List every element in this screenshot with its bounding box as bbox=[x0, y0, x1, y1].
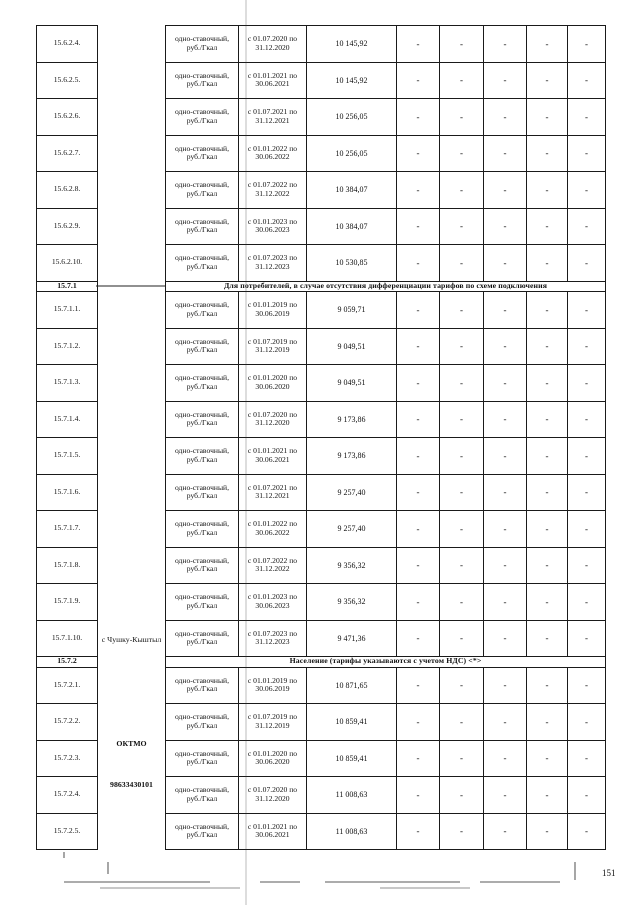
empty-value-cell: - bbox=[568, 740, 606, 777]
empty-value-cell: - bbox=[397, 740, 440, 777]
tariff-period: с 01.07.2022 по 31.12.2022 bbox=[239, 547, 307, 584]
empty-value-cell: - bbox=[397, 777, 440, 814]
tariff-unit: одно-ставочный, руб./Гкал bbox=[166, 245, 239, 282]
tariff-value: 10 256,05 bbox=[307, 99, 397, 136]
row-number: 15.6.2.5. bbox=[37, 62, 98, 99]
tariff-period: с 01.07.2020 по 31.12.2020 bbox=[239, 401, 307, 438]
tariff-value: 9 257,40 bbox=[307, 511, 397, 548]
row-number: 15.6.2.4. bbox=[37, 26, 98, 63]
tariff-value: 10 859,41 bbox=[307, 704, 397, 741]
row-number: 15.7.1.8. bbox=[37, 547, 98, 584]
empty-value-cell: - bbox=[397, 704, 440, 741]
empty-value-cell: - bbox=[527, 208, 568, 245]
empty-value-cell: - bbox=[568, 26, 606, 63]
tariff-value: 9 049,51 bbox=[307, 328, 397, 365]
tariff-unit: одно-ставочный, руб./Гкал bbox=[166, 511, 239, 548]
tariff-value: 9 471,36 bbox=[307, 620, 397, 657]
empty-value-cell: - bbox=[484, 99, 527, 136]
empty-value-cell: - bbox=[484, 777, 527, 814]
tariff-unit: одно-ставочный, руб./Гкал bbox=[166, 99, 239, 136]
empty-value-cell: - bbox=[568, 777, 606, 814]
tariff-period: с 01.01.2020 по 30.06.2020 bbox=[239, 365, 307, 402]
tariff-unit: одно-ставочный, руб./Гкал bbox=[166, 740, 239, 777]
empty-value-cell: - bbox=[527, 474, 568, 511]
empty-value-cell: - bbox=[527, 511, 568, 548]
empty-value-cell: - bbox=[440, 245, 484, 282]
empty-value-cell: - bbox=[397, 172, 440, 209]
empty-value-cell: - bbox=[440, 547, 484, 584]
empty-value-cell: - bbox=[397, 365, 440, 402]
tariff-period: с 01.01.2022 по 30.06.2022 bbox=[239, 135, 307, 172]
row-number: 15.7.2.2. bbox=[37, 704, 98, 741]
tariff-unit: одно-ставочный, руб./Гкал bbox=[166, 135, 239, 172]
tariff-period: с 01.01.2023 по 30.06.2023 bbox=[239, 584, 307, 621]
row-number: 15.6.2.7. bbox=[37, 135, 98, 172]
empty-value-cell: - bbox=[440, 365, 484, 402]
tariff-unit: одно-ставочный, руб./Гкал bbox=[166, 26, 239, 63]
row-number: 15.7.2.4. bbox=[37, 777, 98, 814]
empty-value-cell: - bbox=[440, 438, 484, 475]
empty-value-cell: - bbox=[527, 328, 568, 365]
tariff-value: 9 059,71 bbox=[307, 292, 397, 329]
empty-value-cell: - bbox=[397, 26, 440, 63]
empty-value-cell: - bbox=[440, 704, 484, 741]
tariff-period: с 01.01.2021 по 30.06.2021 bbox=[239, 438, 307, 475]
empty-value-cell: - bbox=[568, 813, 606, 850]
empty-value-cell: - bbox=[440, 813, 484, 850]
tariff-unit: одно-ставочный, руб./Гкал bbox=[166, 365, 239, 402]
empty-value-cell: - bbox=[397, 99, 440, 136]
empty-value-cell: - bbox=[397, 401, 440, 438]
empty-value-cell: - bbox=[440, 777, 484, 814]
empty-value-cell: - bbox=[484, 740, 527, 777]
empty-value-cell: - bbox=[568, 438, 606, 475]
empty-value-cell: - bbox=[397, 62, 440, 99]
empty-value-cell: - bbox=[440, 328, 484, 365]
empty-value-cell: - bbox=[568, 62, 606, 99]
empty-value-cell: - bbox=[568, 245, 606, 282]
row-number: 15.7.2.3. bbox=[37, 740, 98, 777]
empty-value-cell: - bbox=[484, 813, 527, 850]
empty-value-cell: - bbox=[484, 511, 527, 548]
empty-value-cell: - bbox=[527, 438, 568, 475]
tariff-unit: одно-ставочный, руб./Гкал bbox=[166, 208, 239, 245]
empty-value-cell: - bbox=[484, 62, 527, 99]
empty-value-cell: - bbox=[397, 547, 440, 584]
empty-value-cell: - bbox=[527, 26, 568, 63]
page-number: 151 bbox=[602, 868, 616, 878]
empty-value-cell: - bbox=[440, 740, 484, 777]
section-number: 15.7.2 bbox=[37, 657, 98, 668]
empty-value-cell: - bbox=[568, 474, 606, 511]
tariff-value: 11 008,63 bbox=[307, 813, 397, 850]
empty-value-cell: - bbox=[568, 99, 606, 136]
tariff-unit: одно-ставочный, руб./Гкал bbox=[166, 704, 239, 741]
tariff-unit: одно-ставочный, руб./Гкал bbox=[166, 62, 239, 99]
empty-value-cell: - bbox=[484, 547, 527, 584]
empty-value-cell: - bbox=[397, 620, 440, 657]
empty-value-cell: - bbox=[397, 584, 440, 621]
empty-value-cell: - bbox=[440, 135, 484, 172]
empty-value-cell: - bbox=[440, 208, 484, 245]
tariff-period: с 01.07.2020 по 31.12.2020 bbox=[239, 777, 307, 814]
tariff-unit: одно-ставочный, руб./Гкал bbox=[166, 777, 239, 814]
section-title: Население (тарифы указываются с учетом НДС) <*> bbox=[166, 657, 606, 668]
empty-value-cell: - bbox=[568, 620, 606, 657]
tariff-value: 9 173,86 bbox=[307, 401, 397, 438]
empty-value-cell: - bbox=[484, 292, 527, 329]
tariff-period: с 01.07.2022 по 31.12.2022 bbox=[239, 172, 307, 209]
row-number: 15.7.1.6. bbox=[37, 474, 98, 511]
tariff-value: 10 859,41 bbox=[307, 740, 397, 777]
tariff-value: 9 257,40 bbox=[307, 474, 397, 511]
empty-value-cell: - bbox=[527, 584, 568, 621]
tariff-unit: одно-ставочный, руб./Гкал bbox=[166, 292, 239, 329]
tariff-unit: одно-ставочный, руб./Гкал bbox=[166, 620, 239, 657]
empty-value-cell: - bbox=[568, 292, 606, 329]
empty-value-cell: - bbox=[527, 777, 568, 814]
tariff-value: 9 356,32 bbox=[307, 547, 397, 584]
empty-value-cell: - bbox=[484, 438, 527, 475]
row-number: 15.7.1.5. bbox=[37, 438, 98, 475]
empty-value-cell: - bbox=[440, 62, 484, 99]
tariff-unit: одно-ставочный, руб./Гкал bbox=[166, 401, 239, 438]
row-number: 15.7.1.3. bbox=[37, 365, 98, 402]
tariff-value: 10 256,05 bbox=[307, 135, 397, 172]
tariff-period: с 01.01.2021 по 30.06.2021 bbox=[239, 813, 307, 850]
row-number: 15.6.2.9. bbox=[37, 208, 98, 245]
empty-value-cell: - bbox=[440, 667, 484, 704]
empty-value-cell: - bbox=[440, 292, 484, 329]
empty-value-cell: - bbox=[568, 667, 606, 704]
empty-value-cell: - bbox=[527, 704, 568, 741]
tariff-period: с 01.07.2021 по 31.12.2021 bbox=[239, 99, 307, 136]
tariff-value: 10 145,92 bbox=[307, 26, 397, 63]
empty-value-cell: - bbox=[527, 740, 568, 777]
empty-value-cell: - bbox=[527, 172, 568, 209]
empty-value-cell: - bbox=[484, 401, 527, 438]
tariff-period: с 01.01.2019 по 30.06.2019 bbox=[239, 292, 307, 329]
empty-value-cell: - bbox=[527, 135, 568, 172]
empty-value-cell: - bbox=[568, 365, 606, 402]
empty-value-cell: - bbox=[484, 704, 527, 741]
empty-value-cell: - bbox=[440, 401, 484, 438]
empty-value-cell: - bbox=[527, 99, 568, 136]
tariff-period: с 01.07.2023 по 31.12.2023 bbox=[239, 620, 307, 657]
empty-value-cell: - bbox=[440, 474, 484, 511]
row-number: 15.6.2.10. bbox=[37, 245, 98, 282]
empty-value-cell: - bbox=[568, 547, 606, 584]
empty-value-cell: - bbox=[397, 474, 440, 511]
section-title: Для потребителей, в случае отсутствия дифференциации тарифов по схеме подключения bbox=[166, 281, 606, 292]
empty-value-cell: - bbox=[527, 547, 568, 584]
tariff-unit: одно-ставочный, руб./Гкал bbox=[166, 438, 239, 475]
empty-value-cell: - bbox=[484, 365, 527, 402]
tariff-value: 11 008,63 bbox=[307, 777, 397, 814]
oktmo-code: 98633430101 bbox=[110, 780, 153, 789]
tariff-value: 10 530,85 bbox=[307, 245, 397, 282]
empty-value-cell: - bbox=[440, 172, 484, 209]
tariff-value: 9 173,86 bbox=[307, 438, 397, 475]
oktmo-label: ОКТМО bbox=[116, 739, 147, 749]
tariff-period: с 01.01.2021 по 30.06.2021 bbox=[239, 62, 307, 99]
tariff-period: с 01.01.2019 по 30.06.2019 bbox=[239, 667, 307, 704]
empty-value-cell: - bbox=[397, 667, 440, 704]
empty-value-cell: - bbox=[397, 292, 440, 329]
empty-value-cell: - bbox=[484, 584, 527, 621]
empty-value-cell: - bbox=[397, 328, 440, 365]
empty-value-cell: - bbox=[397, 135, 440, 172]
empty-value-cell: - bbox=[527, 365, 568, 402]
empty-value-cell: - bbox=[484, 26, 527, 63]
empty-value-cell: - bbox=[484, 172, 527, 209]
tariff-period: с 01.07.2021 по 31.12.2021 bbox=[239, 474, 307, 511]
tariff-unit: одно-ставочный, руб./Гкал bbox=[166, 172, 239, 209]
empty-value-cell: - bbox=[484, 208, 527, 245]
tariff-unit: одно-ставочный, руб./Гкал bbox=[166, 547, 239, 584]
tariff-unit: одно-ставочный, руб./Гкал bbox=[166, 474, 239, 511]
row-number: 15.6.2.6. bbox=[37, 99, 98, 136]
row-number: 15.7.2.5. bbox=[37, 813, 98, 850]
empty-value-cell: - bbox=[484, 245, 527, 282]
tariff-unit: одно-ставочный, руб./Гкал bbox=[166, 584, 239, 621]
row-number: 15.7.1.7. bbox=[37, 511, 98, 548]
empty-value-cell: - bbox=[397, 813, 440, 850]
empty-value-cell: - bbox=[568, 704, 606, 741]
tariff-period: с 01.07.2023 по 31.12.2023 bbox=[239, 245, 307, 282]
empty-value-cell: - bbox=[527, 813, 568, 850]
empty-value-cell: - bbox=[568, 135, 606, 172]
empty-value-cell: - bbox=[440, 511, 484, 548]
settlement-name: с Чушку-Кыштыл bbox=[101, 634, 162, 644]
empty-value-cell: - bbox=[440, 584, 484, 621]
empty-value-cell: - bbox=[484, 135, 527, 172]
tariff-value: 9 049,51 bbox=[307, 365, 397, 402]
empty-value-cell: - bbox=[484, 328, 527, 365]
row-number: 15.7.1.2. bbox=[37, 328, 98, 365]
empty-value-cell: - bbox=[397, 208, 440, 245]
empty-value-cell: - bbox=[440, 26, 484, 63]
tariff-value: 10 871,65 bbox=[307, 667, 397, 704]
empty-value-cell: - bbox=[440, 620, 484, 657]
empty-value-cell: - bbox=[484, 474, 527, 511]
empty-value-cell: - bbox=[568, 511, 606, 548]
tariff-period: с 01.07.2020 по 31.12.2020 bbox=[239, 26, 307, 63]
empty-value-cell: - bbox=[527, 620, 568, 657]
empty-value-cell: - bbox=[397, 245, 440, 282]
empty-value-cell: - bbox=[527, 667, 568, 704]
row-number: 15.6.2.8. bbox=[37, 172, 98, 209]
row-number: 15.7.1.10. bbox=[37, 620, 98, 657]
tariff-period: с 01.07.2019 по 31.12.2019 bbox=[239, 704, 307, 741]
empty-value-cell: - bbox=[484, 620, 527, 657]
empty-value-cell: - bbox=[568, 208, 606, 245]
tariff-period: с 01.01.2023 по 30.06.2023 bbox=[239, 208, 307, 245]
empty-value-cell: - bbox=[397, 438, 440, 475]
row-number: 15.7.2.1. bbox=[37, 667, 98, 704]
row-number: 15.7.1.4. bbox=[37, 401, 98, 438]
empty-value-cell: - bbox=[397, 511, 440, 548]
empty-value-cell: - bbox=[527, 401, 568, 438]
tariff-period: с 01.01.2022 по 30.06.2022 bbox=[239, 511, 307, 548]
empty-value-cell: - bbox=[527, 245, 568, 282]
tariff-period: с 01.01.2020 по 30.06.2020 bbox=[239, 740, 307, 777]
tariff-value: 10 145,92 bbox=[307, 62, 397, 99]
empty-value-cell: - bbox=[568, 172, 606, 209]
tariff-period: с 01.07.2019 по 31.12.2019 bbox=[239, 328, 307, 365]
row-number: 15.7.1.9. bbox=[37, 584, 98, 621]
empty-value-cell: - bbox=[568, 401, 606, 438]
tariff-unit: одно-ставочный, руб./Гкал bbox=[166, 667, 239, 704]
section-number: 15.7.1 bbox=[37, 281, 98, 292]
tariff-value: 10 384,07 bbox=[307, 172, 397, 209]
empty-value-cell: - bbox=[568, 584, 606, 621]
tariff-value: 9 356,32 bbox=[307, 584, 397, 621]
empty-value-cell: - bbox=[527, 62, 568, 99]
row-number: 15.7.1.1. bbox=[37, 292, 98, 329]
empty-value-cell: - bbox=[484, 667, 527, 704]
tariff-unit: одно-ставочный, руб./Гкал bbox=[166, 328, 239, 365]
tariff-value: 10 384,07 bbox=[307, 208, 397, 245]
empty-value-cell: - bbox=[440, 99, 484, 136]
empty-value-cell: - bbox=[568, 328, 606, 365]
empty-value-cell: - bbox=[527, 292, 568, 329]
tariff-unit: одно-ставочный, руб./Гкал bbox=[166, 813, 239, 850]
